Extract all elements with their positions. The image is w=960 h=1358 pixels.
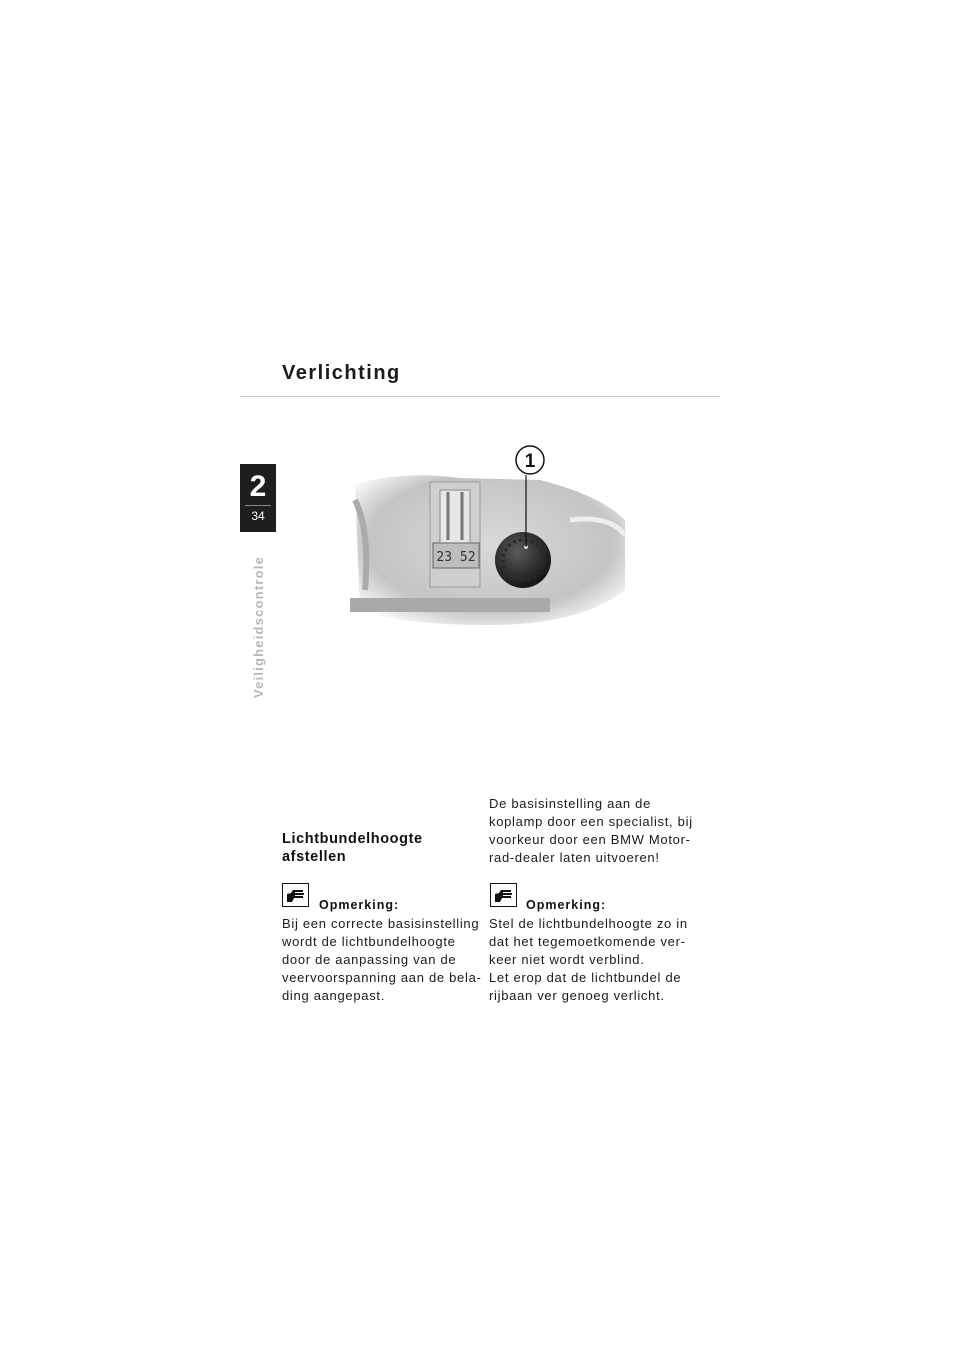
right-intro-text bbox=[489, 795, 693, 867]
headlight-adjuster-photo bbox=[340, 440, 640, 630]
heading-line: Lichtbundelhoogte bbox=[282, 831, 423, 847]
heading-line: afstellen bbox=[282, 849, 347, 865]
text-line: rijbaan ver genoeg verlicht. bbox=[489, 988, 665, 1003]
text-line: dat het tegemoetkomende ver- bbox=[489, 934, 686, 949]
side-section-label: Veiligheidscontrole bbox=[251, 556, 266, 698]
chapter-number: 2 bbox=[249, 470, 267, 503]
text-line: koplamp door een specialist, bij bbox=[489, 814, 693, 829]
page-number: 34 bbox=[251, 509, 265, 523]
text-line: veervoorspanning aan de bela- bbox=[282, 970, 482, 985]
note-hand-icon bbox=[490, 883, 517, 907]
chapter-divider bbox=[245, 505, 271, 506]
note-hand-icon bbox=[282, 883, 309, 907]
text-line: keer niet wordt verblind. bbox=[489, 952, 645, 967]
text-line: Let erop dat de lichtbundel de bbox=[489, 970, 682, 985]
fuse-display: 23 52 bbox=[436, 550, 476, 565]
left-note-text bbox=[282, 915, 482, 1005]
text-line: rad-dealer laten uitvoeren! bbox=[489, 850, 660, 865]
note-label: Opmerking: bbox=[319, 898, 400, 912]
text-line: Stel de lichtbundelhoogte zo in bbox=[489, 916, 688, 931]
text-line: ding aangepast. bbox=[282, 988, 386, 1003]
text-line: voorkeur door een BMW Motor- bbox=[489, 832, 691, 847]
text-line: wordt de lichtbundelhoogte bbox=[282, 934, 456, 949]
section-heading bbox=[282, 830, 423, 866]
right-note-text bbox=[489, 915, 688, 1005]
page-title: Verlichting bbox=[282, 362, 401, 384]
callout-number: 1 bbox=[524, 451, 536, 472]
text-line: Bij een correcte basisinstelling bbox=[282, 916, 480, 931]
title-rule bbox=[240, 396, 720, 397]
note-label: Opmerking: bbox=[526, 898, 607, 912]
text-line: De basisinstelling aan de bbox=[489, 796, 652, 811]
text-line: door de aanpassing van de bbox=[282, 952, 457, 967]
